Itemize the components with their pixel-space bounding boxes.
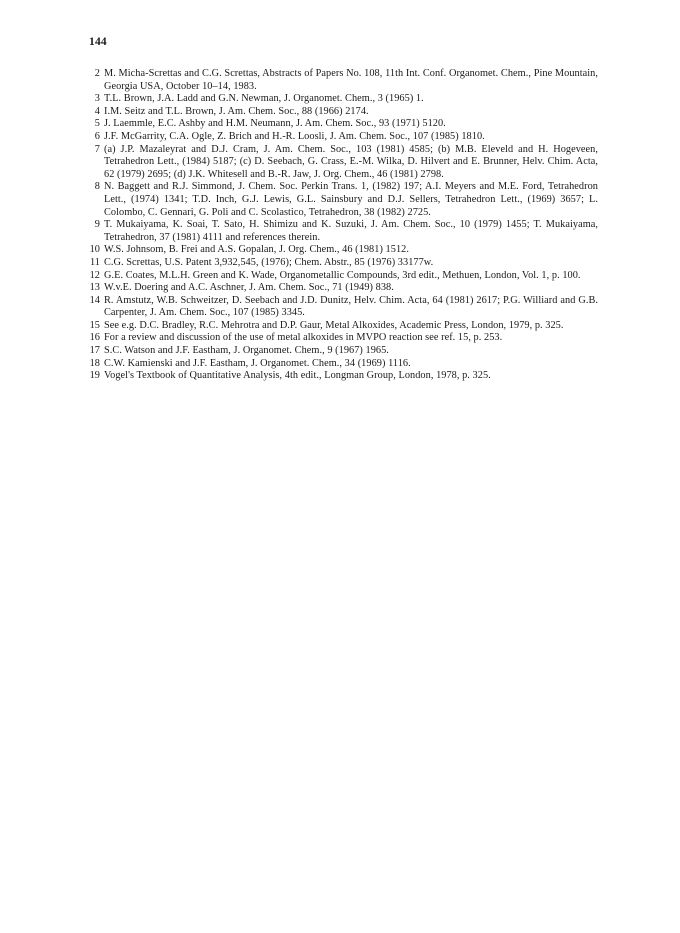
reference-text: W.S. Johnsom, B. Frei and A.S. Gopalan, J. Org. Chem., 46 (1981) 1512. [104, 244, 409, 256]
reference-number: 19 [89, 370, 100, 382]
reference-text: N. Baggett and R.J. Simmond, J. Chem. Soc. Perkin Trans. 1, (1982) 197; A.I. Meyers and M.E. Ford, Tetrahedron Lett., (1974) 1341; T.D. Inch, G.J. Lewis, G.L. Sainsbury and D.J. Sellers, Tetrahedron Lett., (1969) 3657; L. Colombo, C. Gennari, G. Poli and C. Scolastico, Tetrahedron, 38 (1982) 2725. [104, 181, 598, 218]
reference-item [86, 345, 598, 358]
reference-text: C.G. Screttas, U.S. Patent 3,932,545, (1976); Chem. Abstr., 85 (1976) 33177w. [104, 256, 434, 268]
reference-number: 5 [94, 118, 100, 130]
reference-item [86, 131, 598, 144]
reference-item [86, 257, 598, 270]
reference-text: I.M. Seitz and T.L. Brown, J. Am. Chem. Soc., 88 (1966) 2174. [104, 105, 369, 117]
reference-text: J.F. McGarrity, C.A. Ogle, Z. Brich and H.-R. Loosli, J. Am. Chem. Soc., 107 (1985) 1810. [104, 130, 485, 142]
reference-text: J. Laemmle, E.C. Ashby and H.M. Neumann, J. Am. Chem. Soc., 93 (1971) 5120. [104, 118, 446, 130]
reference-item [86, 144, 598, 182]
reference-text: (a) J.P. Mazaleyrat and D.J. Cram, J. Am. Chem. Soc., 103 (1981) 4585; (b) M.B. Eleveld and H. Hogeveen, Tetrahedron Lett., (1984) 5187; (c) D. Seebach, G. Crass, E.-M. Wilka, D. Hilvert and E. Brunner, Helv. Chim. Acta, 62 (1979) 2695; (d) J.K. Whitesell and B.-R. Jaw, J. Org. Chem., 46 (1981) 2798. [104, 143, 598, 180]
reference-number: 18 [89, 357, 100, 369]
reference-text: R. Amstutz, W.B. Schweitzer, D. Seebach and J.D. Dunitz, Helv. Chim. Acta, 64 (1981) 2617; P.G. Williard and G.B. Carpenter, J. Am. Chem. Soc., 107 (1985) 3345. [104, 294, 598, 319]
reference-number: 2 [94, 68, 100, 79]
reference-text: C.W. Kamienski and J.F. Eastham, J. Organomet. Chem., 34 (1969) 1116. [104, 357, 411, 369]
reference-text: Vogel's Textbook of Quantitative Analysis, 4th edit., Longman Group, London, 1978, p. 325. [104, 370, 491, 382]
reference-item [86, 244, 598, 257]
reference-number: 10 [89, 244, 100, 256]
reference-item [86, 358, 598, 371]
reference-text: G.E. Coates, M.L.H. Green and K. Wade, Organometallic Compounds, 3rd edit., Methuen, London, Vol. 1, p. 100. [104, 269, 581, 281]
reference-number: 11 [89, 256, 100, 268]
reference-item [86, 68, 598, 93]
reference-item [86, 93, 598, 106]
reference-number: 4 [94, 105, 100, 117]
reference-number: 6 [94, 130, 100, 142]
reference-text: W.v.E. Doering and A.C. Aschner, J. Am. Chem. Soc., 71 (1949) 838. [104, 282, 394, 294]
reference-item [86, 332, 598, 345]
reference-item [86, 181, 598, 219]
reference-text: See e.g. D.C. Bradley, R.C. Mehrotra and D.P. Gaur, Metal Alkoxides, Academic Press, London, 1979, p. 325. [104, 319, 564, 331]
reference-number: 14 [89, 294, 100, 306]
reference-number: 3 [94, 93, 100, 105]
reference-item [86, 118, 598, 131]
reference-item [86, 295, 598, 320]
reference-number: 13 [89, 282, 100, 294]
reference-item [86, 219, 598, 244]
reference-item [86, 270, 598, 283]
reference-number: 17 [89, 345, 100, 357]
reference-text: M. Micha-Screttas and C.G. Screttas, Abstracts of Papers No. 108, 11th Int. Conf. Organomet. Chem., Pine Mountain, Georgia USA, October 10–14, 1983. [104, 68, 598, 92]
reference-text: T.L. Brown, J.A. Ladd and G.N. Newman, J. Organomet. Chem., 3 (1965) 1. [104, 93, 424, 105]
reference-number: 15 [89, 319, 100, 331]
reference-list [86, 68, 598, 383]
reference-item [86, 106, 598, 119]
reference-text: For a review and discussion of the use of metal alkoxides in MVPO reaction see ref. 15, p. 253. [104, 332, 503, 344]
reference-number: 7 [94, 143, 100, 155]
reference-number: 16 [89, 332, 100, 344]
reference-number: 12 [89, 269, 100, 281]
reference-item [86, 282, 598, 295]
reference-text: T. Mukaiyama, K. Soai, T. Sato, H. Shimizu and K. Suzuki, J. Am. Chem. Soc., 10 (1979) 1455; T. Mukaiyama, Tetrahedron, 37 (1981) 4111 and references therein. [104, 219, 598, 243]
page-number: 144 [89, 36, 107, 48]
reference-text: S.C. Watson and J.F. Eastham, J. Organomet. Chem., 9 (1967) 1965. [104, 345, 389, 357]
reference-number: 9 [94, 219, 100, 231]
reference-item [86, 370, 598, 383]
reference-item [86, 320, 598, 333]
reference-number: 8 [94, 181, 100, 193]
